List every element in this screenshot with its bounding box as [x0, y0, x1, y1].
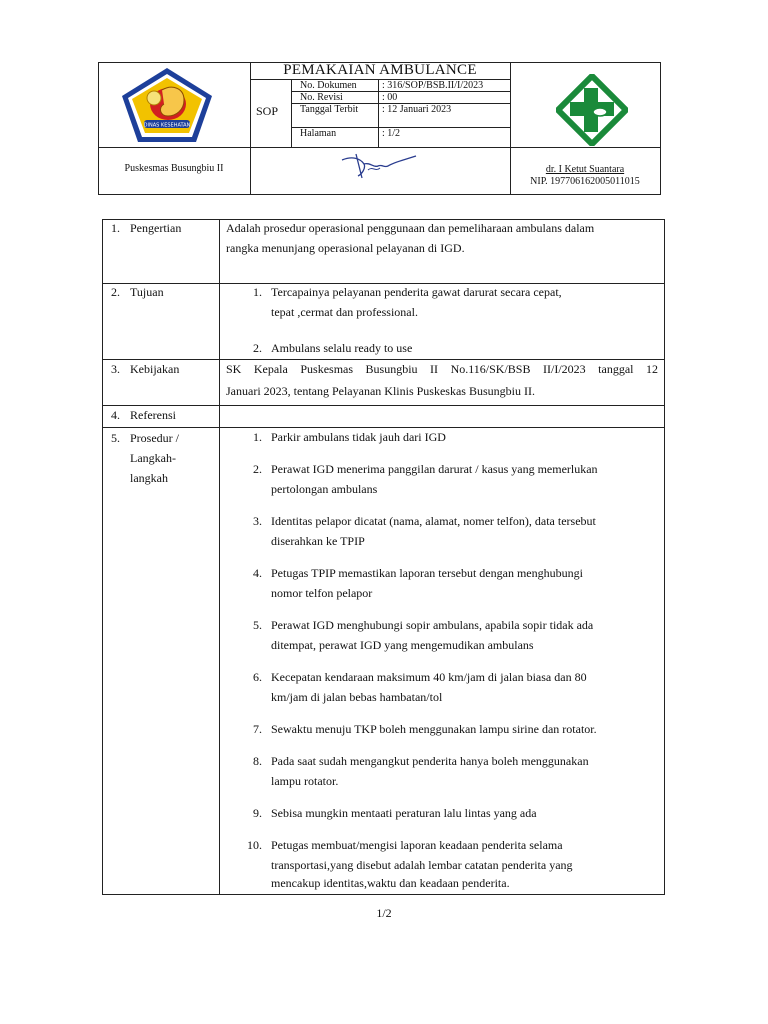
kebijakan-line-2: Januari 2023, tentang Pelayanan Klinis Puskeskas Busungbiu II. — [226, 384, 535, 398]
prosedur-step-text: Pada saat sudah mengangkut penderita hanya boleh menggunakan — [271, 754, 589, 768]
prosedur-step-number: 10. — [247, 838, 262, 852]
page-number: 1/2 — [376, 906, 392, 920]
prosedur-step-number: 2. — [253, 462, 262, 476]
prosedur-step-text: ditempat, perawat IGD yang mengemudikan ambulans — [271, 638, 534, 652]
meta-value-no-revisi: : 00 — [382, 92, 398, 103]
row-label-prosedur: langkah — [130, 471, 168, 485]
pengertian-line-2: rangka menunjang operasional pelayanan di IGD. — [226, 241, 465, 255]
prosedur-step-number: 9. — [253, 806, 262, 820]
row-number-tujuan: 2. — [111, 285, 120, 299]
prosedur-step-text: diserahkan ke TPIP — [271, 534, 365, 548]
prosedur-step-text: Perawat IGD menghubungi sopir ambulans, apabila sopir tidak ada — [271, 618, 594, 632]
prosedur-step-number: 3. — [253, 514, 262, 528]
row-number-referensi: 4. — [111, 408, 120, 422]
prosedur-step-text: Petugas TPIP memastikan laporan tersebut dengan menghubungi — [271, 566, 583, 580]
tujuan-item-number: 2. — [253, 341, 262, 355]
prosedur-step-text: km/jam di jalan bebas hambatan/tol — [271, 690, 443, 704]
crest-sun — [147, 91, 161, 105]
signature-image — [338, 150, 422, 180]
prosedur-step-number: 6. — [253, 670, 262, 684]
pengertian-line-1: Adalah prosedur operasional penggunaan dan pemeliharaan ambulans dalam — [226, 221, 595, 235]
meta-value-no-dokumen: : 316/SOP/BSB.II/I/2023 — [382, 80, 484, 91]
prosedur-step-number: 5. — [253, 618, 262, 632]
meta-value-tanggal-terbit: : 12 Januari 2023 — [382, 104, 452, 115]
meta-value-halaman: : 1/2 — [382, 128, 401, 139]
prosedur-step-text: nomor telfon pelapor — [271, 586, 373, 600]
row-label-pengertian: Pengertian — [130, 221, 182, 235]
sop-label: SOP — [256, 104, 279, 118]
prosedur-step-number: 7. — [253, 722, 262, 736]
prosedur-step-number: 1. — [253, 430, 262, 444]
tujuan-item-number: 1. — [253, 285, 262, 299]
prosedur-step-text: mencakup identitas,waktu dan keadaan penderita. — [271, 876, 510, 890]
head-nip: NIP. 197706162005011015 — [530, 176, 640, 187]
row-label-prosedur: Prosedur / — [130, 431, 179, 445]
meta-label-tanggal-terbit: Tanggal Terbit — [300, 104, 359, 115]
row-label-tujuan: Tujuan — [130, 285, 164, 299]
kebijakan-line-1: SK Kepala Puskesmas Busungbiu II No.116/SK/BSB II/I/2023 tanggal 12 — [226, 362, 658, 376]
meta-label-no-revisi: No. Revisi — [300, 92, 343, 103]
prosedur-step-text: Parkir ambulans tidak jauh dari IGD — [271, 430, 446, 444]
institution-name: Puskesmas Busungbiu II — [124, 163, 224, 174]
row-label-kebijakan: Kebijakan — [130, 362, 180, 376]
prosedur-step-text: Petugas membuat/mengisi laporan keadaan penderita selama — [271, 838, 563, 852]
prosedur-step-text: Sewaktu menuju TKP boleh menggunakan lampu sirine dan rotator. — [271, 722, 597, 736]
document-title: PEMAKAIAN AMBULANCE — [283, 62, 477, 78]
tujuan-item-text: Ambulans selalu ready to use — [271, 341, 413, 355]
puskesmas-crest-logo — [118, 66, 216, 144]
row-label-referensi: Referensi — [130, 408, 176, 422]
head-name: dr. I Ketut Suantara — [545, 164, 625, 175]
tujuan-item-text: tepat ,cermat dan professional. — [271, 305, 418, 319]
tujuan-item-text: Tercapainya pelayanan penderita gawat darurat secara cepat, — [271, 285, 562, 299]
crest-banner-text: DINAS KESEHATAN — [143, 122, 191, 129]
prosedur-step-text: Perawat IGD menerima panggilan darurat / kasus yang memerlukan — [271, 462, 598, 476]
prosedur-step-text: Kecepatan kendaraan maksimum 40 km/jam di jalan biasa dan 80 — [271, 670, 587, 684]
row-number-prosedur: 5. — [111, 431, 120, 445]
prosedur-step-text: lampu rotator. — [271, 774, 339, 788]
prosedur-step-number: 4. — [253, 566, 262, 580]
prosedur-step-number: 8. — [253, 754, 262, 768]
row-number-kebijakan: 3. — [111, 362, 120, 376]
row-label-prosedur: Langkah- — [130, 451, 176, 465]
health-logo-emblem — [593, 108, 607, 116]
prosedur-step-text: pertolongan ambulans — [271, 482, 378, 496]
prosedur-step-text: Identitas pelapor dicatat (nama, alamat, nomer telfon), data tersebut — [271, 514, 596, 528]
puskesmas-health-logo — [556, 74, 628, 146]
health-logo-cross-h — [570, 102, 614, 116]
meta-label-no-dokumen: No. Dokumen — [300, 80, 357, 91]
meta-label-halaman: Halaman — [300, 128, 337, 139]
row-number-pengertian: 1. — [111, 221, 120, 235]
prosedur-step-text: transportasi,yang disebut adalah lembar catatan penderita yang — [271, 858, 573, 872]
prosedur-step-text: Sebisa mungkin mentaati peraturan lalu lintas yang ada — [271, 806, 537, 820]
